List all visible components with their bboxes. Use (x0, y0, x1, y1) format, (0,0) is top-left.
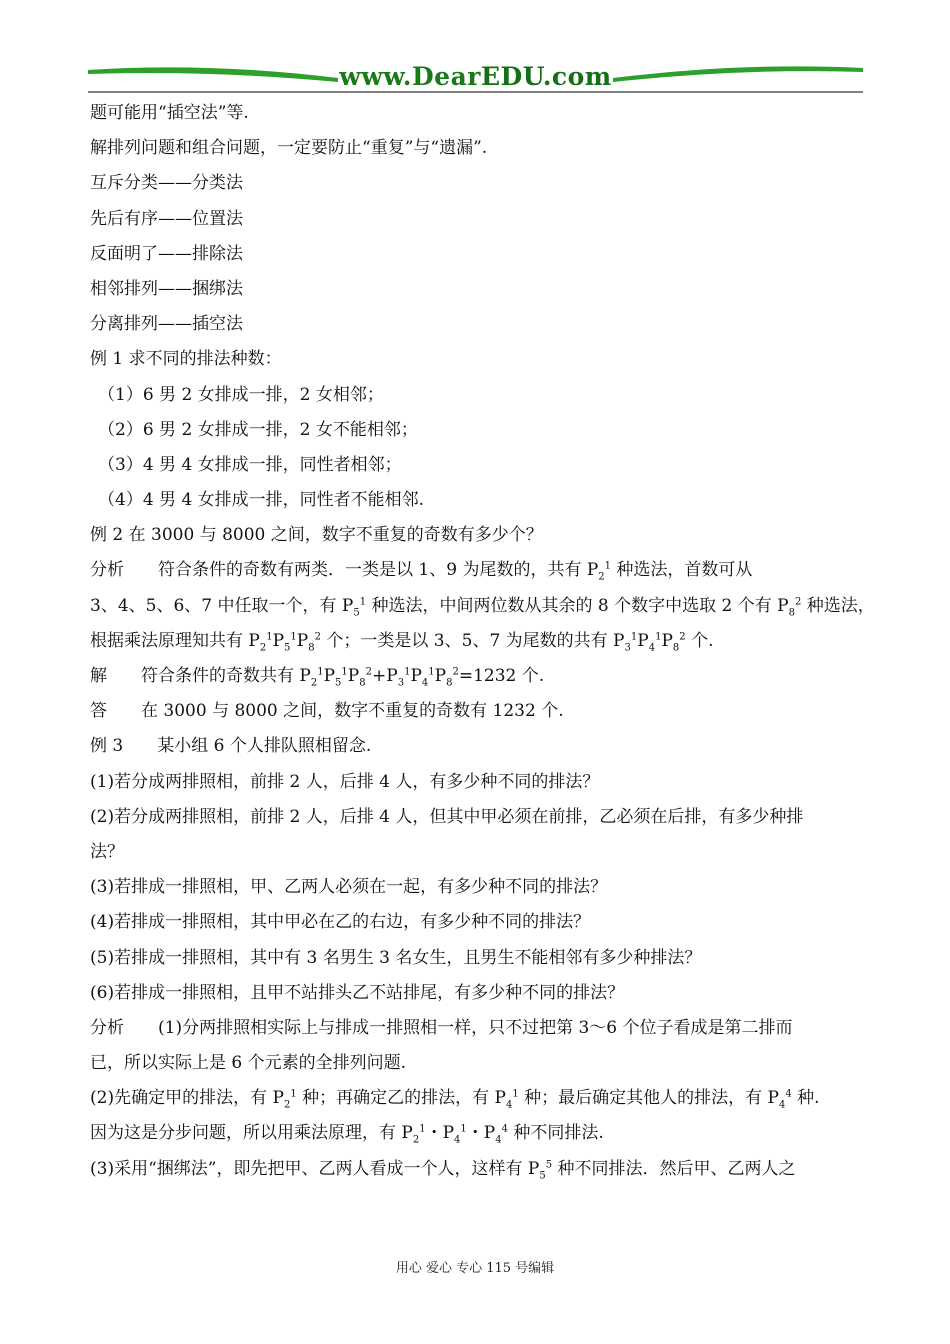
text-line: （2）6 男 2 女排成一排，2 女不能相邻； (98, 419, 418, 440)
text-line: 已，所以实际上是 6 个元素的全排列问题. (90, 1053, 407, 1074)
text-line: 3、4、5、6、7 中任取一个，有 $P_5^1$ 种选法，中间两位数从其余的 8 个数字中选取 2 个有 $P_8^2$ 种选法， (90, 595, 875, 619)
text-line: 解排列问题和组合问题，一定要防止“重复”与“遗漏”. (90, 138, 488, 159)
text-line: (6)若排成一排照相，且甲不站排头乙不站排尾，有多少种不同的排法？ (90, 982, 625, 1003)
text-line: (5)若排成一排照相，其中有 3 名男生 3 名女生，且男生不能相邻有多少种排法？ (90, 947, 702, 968)
text-line: 分析 (1)分两排照相实际上与排成一排照相一样，只不过把第 3～6 个位子看成是第二排而 (90, 1017, 793, 1038)
text-line: 例 3 某小组 6 个人排队照相留念. (90, 736, 372, 757)
text-line: 根据乘法原理知共有 $P_2^1P_5^1P_8^2$ 个；一类是以 3、5、7 为尾数的共有 $P_3^1P_4^1P_8^2$ 个. (90, 630, 714, 654)
text-line: (3)若排成一排照相，甲、乙两人必须在一起，有多少种不同的排法？ (90, 877, 608, 898)
text-line: (2)若分成两排照相，前排 2 人，后排 4 人，但其中甲必须在前排，乙必须在后排，有多少种排 (90, 806, 804, 827)
text-line: 因为这是分步问题，所以用乘法原理，有 $P_2^1$・$P_4^1$・$P_4^4$ 种不同排法. (90, 1123, 604, 1146)
text-line: 分析 符合条件的奇数有两类．一类是以 1、9 为尾数的，共有 $P_2^1$ 种选法，首数可从 (90, 560, 753, 583)
text-line: 先后有序——位置法 (90, 208, 243, 229)
text-line: 答 在 3000 与 8000 之间，数字不重复的奇数有 1232 个. (90, 701, 564, 722)
text-line: （3）4 男 4 女排成一排，同性者相邻； (98, 454, 402, 475)
text-line: (4)若排成一排照相，其中甲必在乙的右边，有多少种不同的排法？ (90, 912, 591, 933)
text-line: 解 符合条件的奇数共有 $P_2^1P_5^1P_8^2+P_3^1P_4^1P_8^2=1232$ 个. (90, 666, 545, 689)
text-line: 法？ (90, 841, 124, 862)
logo-part-1: www.Dear (339, 62, 481, 91)
text-line: (3)采用“捆绑法”，即先把甲、乙两人看成一个人，这样有 $P_5^5$ 种不同排法．然后甲、乙两人之 (90, 1158, 796, 1182)
text-line: 例 2 在 3000 与 8000 之间，数字不重复的奇数有多少个？ (90, 525, 543, 546)
text-line: （4）4 男 4 女排成一排，同性者不能相邻. (98, 490, 425, 511)
text-line: 反面明了——排除法 (90, 243, 243, 264)
document-body (90, 96, 875, 1187)
site-header-banner (88, 58, 863, 94)
text-line: 题可能用“插空法”等. (90, 103, 249, 123)
text-line: (1)若分成两排照相，前排 2 人，后排 4 人，有多少种不同的排法？ (90, 771, 600, 792)
text-line: 分离排列——插空法 (90, 314, 243, 335)
text-line: 例 1 求不同的排法种数： (90, 349, 282, 370)
page-footer: 用心 爱心 专心 115 号编辑 (395, 1261, 555, 1276)
logo-part-2: EDU.com (480, 62, 612, 91)
text-line: 互斥分类——分类法 (90, 173, 243, 194)
site-logo-text (88, 62, 863, 91)
text-line: 相邻排列——捆绑法 (90, 278, 243, 299)
text-line: (2)先确定甲的排法，有 $P_2^1$ 种；再确定乙的排法，有 $P_4^1$ 种；最后确定其他人的排法，有 $P_4^4$ 种. (90, 1088, 820, 1111)
text-line: （1）6 男 2 女排成一排，2 女相邻； (98, 384, 384, 405)
